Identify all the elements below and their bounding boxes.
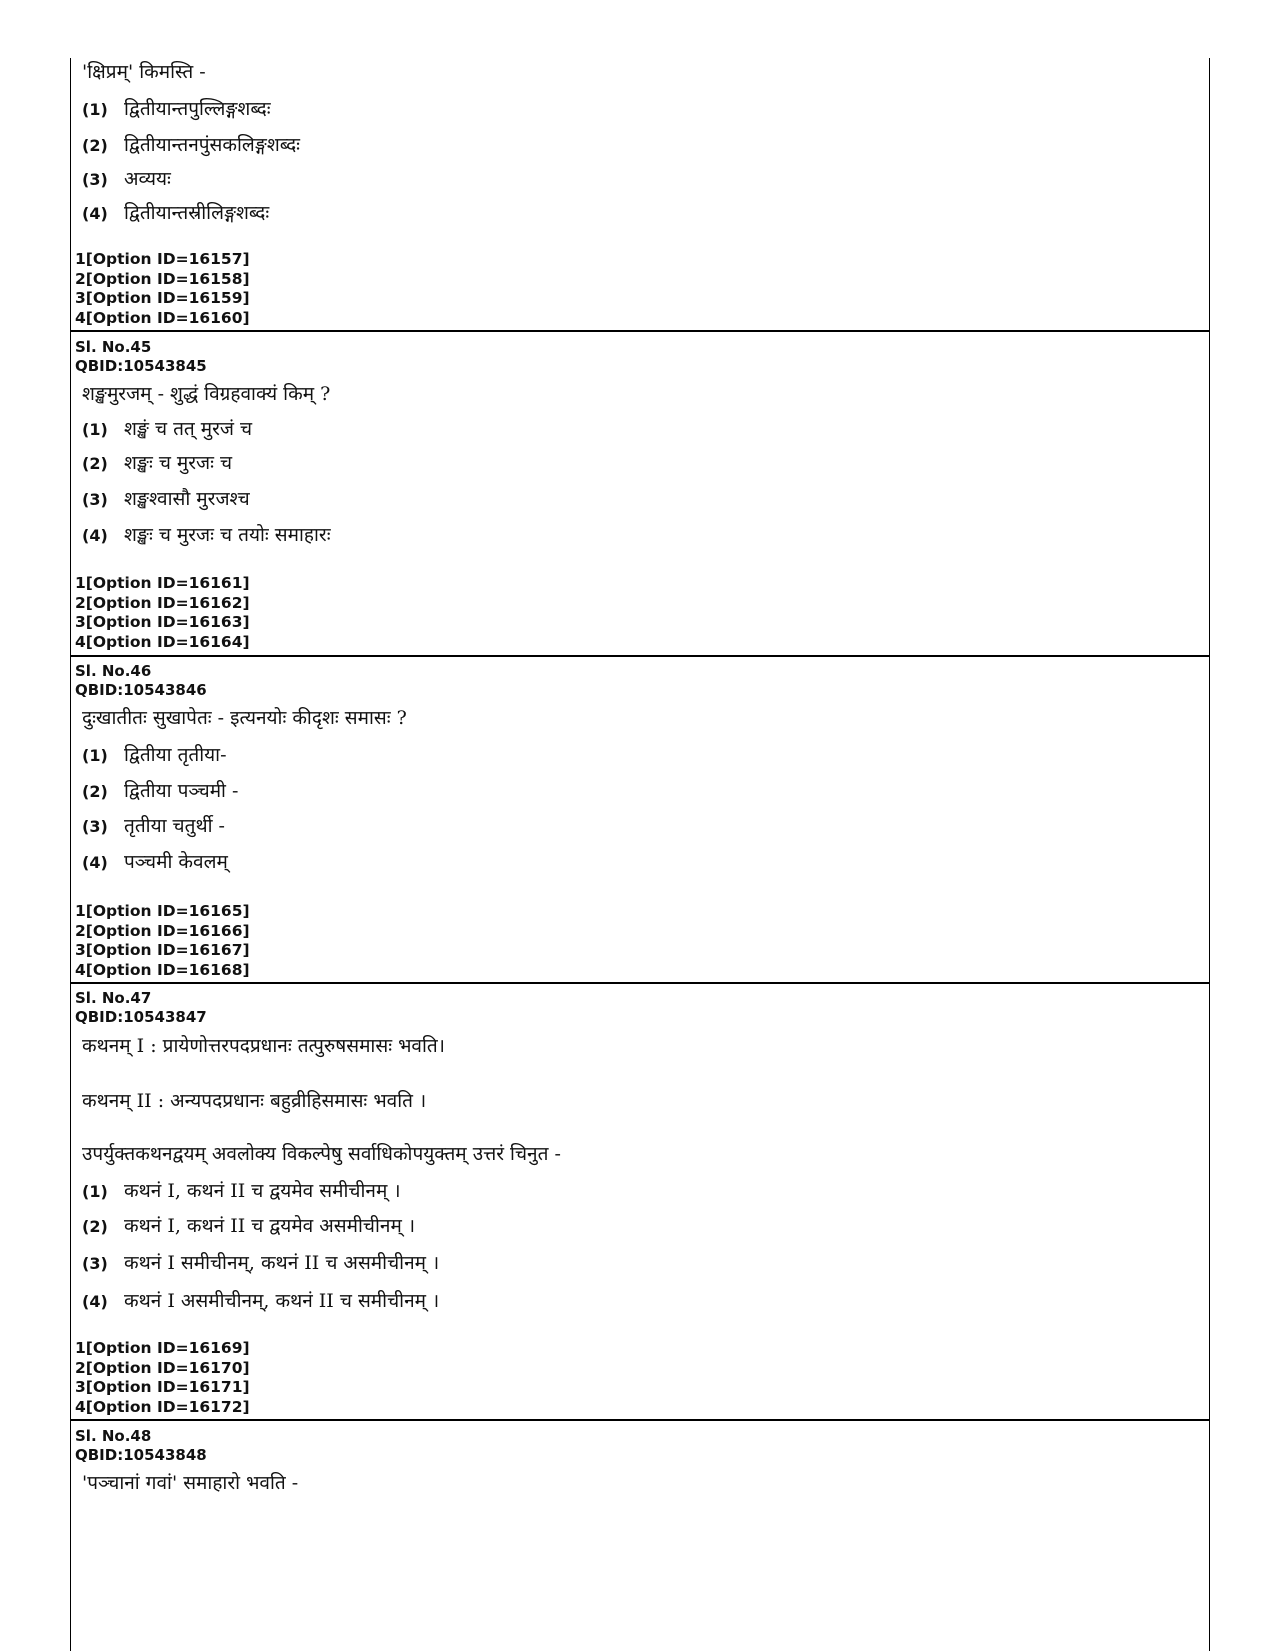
option-id: 2[Option ID=16158] xyxy=(75,269,250,288)
option-text: कथनं I असमीचीनम्, कथनं II च समीचीनम् । xyxy=(124,1290,440,1312)
option-id: 2[Option ID=16162] xyxy=(75,593,250,612)
option-2 xyxy=(82,450,232,477)
question-text: 'पञ्चानां गवां' समाहारो भवति - xyxy=(82,1472,299,1494)
option-2 xyxy=(82,1213,415,1240)
qbid: QBID:10543846 xyxy=(75,681,207,699)
option-number: (1) xyxy=(82,746,108,765)
option-text: अव्ययः xyxy=(124,168,171,190)
option-text: द्वितीयान्तपुल्लिङ्गशब्दः xyxy=(124,98,271,120)
option-3 xyxy=(82,166,171,193)
option-number: (2) xyxy=(82,454,108,473)
option-text: शङ्खः च मुरजः च तयोः समाहारः xyxy=(124,524,331,546)
qbid: QBID:10543847 xyxy=(75,1008,207,1026)
option-text: शङ्खश्वासौ मुरजश्च xyxy=(124,488,250,510)
option-id-list xyxy=(75,574,250,652)
option-text: द्वितीयान्तनपुंसकलिङ्गशब्दः xyxy=(124,134,300,156)
option-number: (3) xyxy=(82,490,108,509)
option-number: (3) xyxy=(82,1254,108,1273)
option-id: 4[Option ID=16164] xyxy=(75,632,250,651)
option-3 xyxy=(82,813,225,840)
option-1 xyxy=(82,742,227,769)
question-text: शङ्खमुरजम् - शुद्धं विग्रहवाक्यं किम् ? xyxy=(82,383,331,405)
option-4 xyxy=(82,1288,439,1315)
option-1 xyxy=(82,416,252,443)
option-id-list xyxy=(75,902,250,980)
option-number: (3) xyxy=(82,817,108,836)
option-id: 1[Option ID=16169] xyxy=(75,1339,250,1357)
option-number: (3) xyxy=(82,170,108,189)
option-id: 3[Option ID=16171] xyxy=(75,1378,250,1396)
serial-number: Sl. No.45 xyxy=(75,338,152,356)
option-text: द्वितीया तृतीया- xyxy=(124,744,227,766)
question-text: 'क्षिप्रम्' किमस्ति - xyxy=(82,61,206,83)
option-2 xyxy=(82,778,238,805)
option-number: (1) xyxy=(82,100,108,119)
option-text: द्वितीयान्तस्रीलिङ्गशब्दः xyxy=(124,202,270,224)
option-number: (4) xyxy=(82,526,108,545)
option-text: तृतीया चतुर्थी - xyxy=(124,815,225,837)
option-id: 2[Option ID=16166] xyxy=(75,921,250,940)
option-id: 2[Option ID=16170] xyxy=(75,1358,250,1377)
question-divider xyxy=(70,1419,1210,1421)
statement-1: कथनम् I : प्रायेणोत्तरपदप्रधानः तत्पुरुषसमासः भवति। xyxy=(82,1035,445,1057)
question-divider xyxy=(70,330,1210,332)
option-id: 1[Option ID=16157] xyxy=(75,250,250,268)
option-id: 1[Option ID=16161] xyxy=(75,574,250,592)
option-text: कथनं I, कथनं II च द्वयमेव समीचीनम् । xyxy=(124,1180,401,1202)
serial-number: Sl. No.48 xyxy=(75,1427,152,1445)
question-divider xyxy=(70,655,1210,657)
question-text: उपर्युक्तकथनद्वयम् अवलोक्य विकल्पेषु सर्वाधिकोपयुक्तम् उत्तरं चिनुत - xyxy=(82,1143,561,1165)
option-text: द्वितीया पञ्चमी - xyxy=(124,780,239,802)
option-id: 1[Option ID=16165] xyxy=(75,902,250,920)
option-3 xyxy=(82,1250,439,1277)
option-number: (4) xyxy=(82,853,108,872)
option-number: (1) xyxy=(82,420,108,439)
option-number: (2) xyxy=(82,136,108,155)
option-number: (2) xyxy=(82,1217,108,1236)
option-id: 4[Option ID=16160] xyxy=(75,308,250,327)
option-2 xyxy=(82,132,300,159)
option-3 xyxy=(82,486,250,513)
option-id: 3[Option ID=16159] xyxy=(75,289,250,307)
option-text: शङ्खं च तत् मुरजं च xyxy=(124,418,253,440)
option-id: 4[Option ID=16172] xyxy=(75,1397,250,1416)
question-divider xyxy=(70,982,1210,984)
option-id: 4[Option ID=16168] xyxy=(75,960,250,979)
qbid: QBID:10543848 xyxy=(75,1446,207,1464)
option-4 xyxy=(82,200,269,227)
option-text: शङ्खः च मुरजः च xyxy=(124,452,233,474)
statement-2: कथनम् II : अन्यपदप्रधानः बहुव्रीहिसमासः भवति । xyxy=(82,1090,427,1112)
serial-number: Sl. No.46 xyxy=(75,662,152,680)
option-text: कथनं I, कथनं II च द्वयमेव असमीचीनम् । xyxy=(124,1215,416,1237)
serial-number: Sl. No.47 xyxy=(75,989,152,1007)
option-number: (4) xyxy=(82,1292,108,1311)
option-number: (1) xyxy=(82,1182,108,1201)
option-1 xyxy=(82,1178,401,1205)
option-id-list xyxy=(75,1339,250,1417)
option-1 xyxy=(82,96,271,123)
option-id: 3[Option ID=16167] xyxy=(75,941,250,959)
option-text: पञ्चमी केवलम् xyxy=(124,851,228,873)
question-text: दुःखातीतः सुखापेतः - इत्यनयोः कीदृशः समासः ? xyxy=(82,707,407,729)
option-4 xyxy=(82,849,228,876)
option-4 xyxy=(82,522,331,549)
qbid: QBID:10543845 xyxy=(75,357,207,375)
option-id: 3[Option ID=16163] xyxy=(75,613,250,631)
option-text: कथनं I समीचीनम्, कथनं II च असमीचीनम् । xyxy=(124,1252,440,1274)
option-number: (2) xyxy=(82,782,108,801)
option-number: (4) xyxy=(82,204,108,223)
option-id-list xyxy=(75,250,250,328)
